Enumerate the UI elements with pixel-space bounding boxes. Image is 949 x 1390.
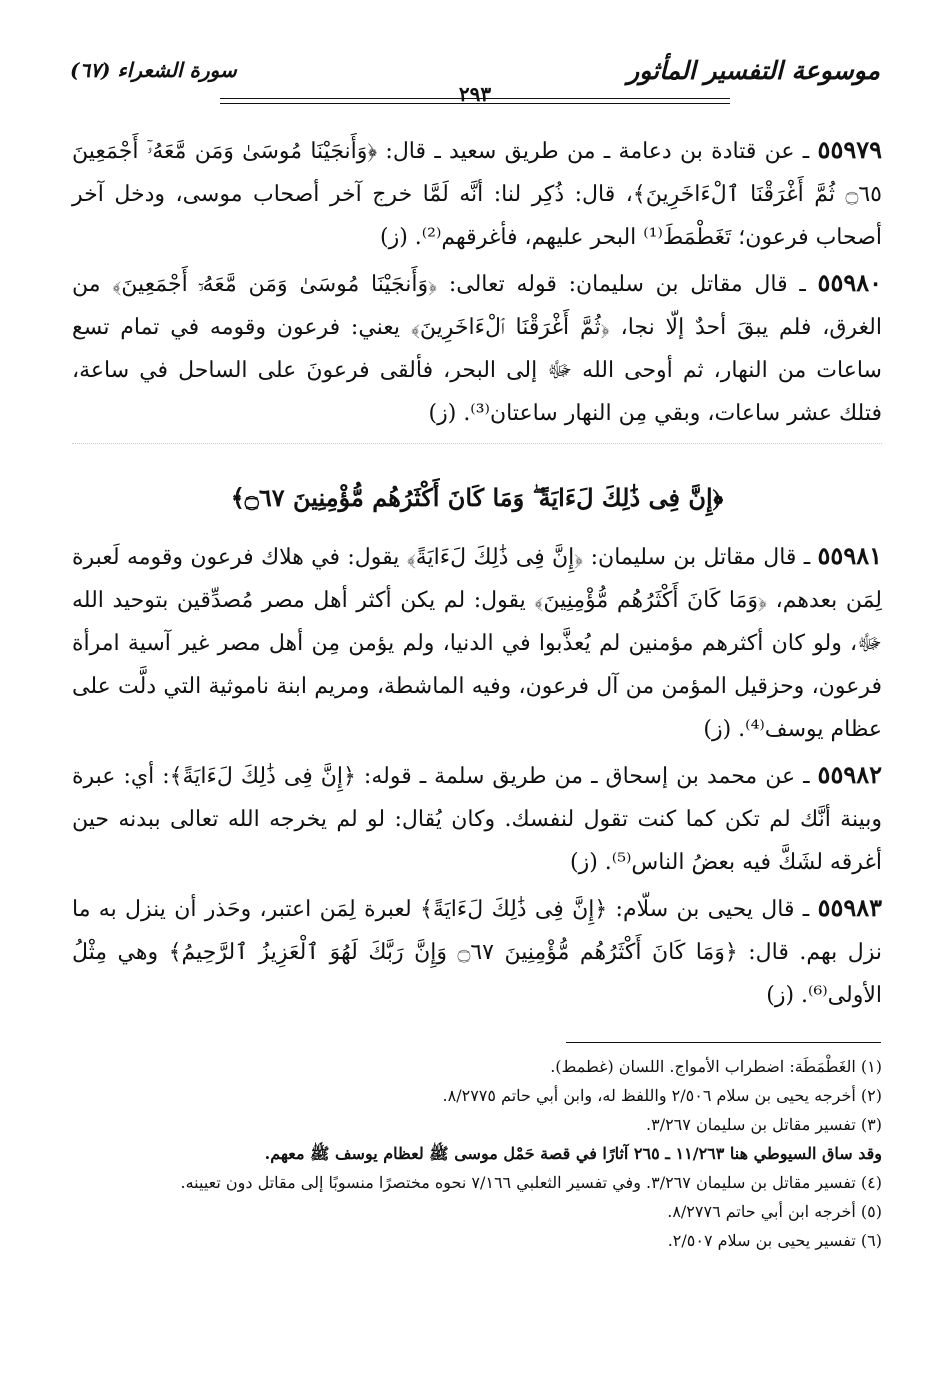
footnote: (٣) تفسير مقاتل بن سليمان ٣/٢٦٧. bbox=[646, 1115, 882, 1134]
footnote: (٦) تفسير يحيى بن سلام ٢/٥٠٧. bbox=[667, 1231, 882, 1250]
footnote: (١) الغَطْمَطَة: اضطراب الأمواج. اللسان (غطمط). bbox=[550, 1057, 882, 1076]
entry-number: ٥٥٩٨٢ bbox=[817, 760, 882, 789]
entry-number: ٥٥٩٨٣ bbox=[817, 893, 883, 922]
quran-verse-heading: ﴿إِنَّ فِى ذَٰلِكَ لَءَايَةً ۖ وَمَا كَانَ أَكْثَرُهُم مُّؤْمِنِينَ ۝٦٧﴾ bbox=[230, 483, 724, 512]
athar-entry bbox=[72, 886, 882, 1017]
athar-entry bbox=[72, 261, 882, 435]
entry-number: ٥٥٩٨١ bbox=[817, 541, 882, 570]
footnote-note: وقد ساق السيوطي هنا ١١/٢٦٣ ـ ٢٦٥ آثارًا في قصة حَمْل موسى ﷺ لعظام يوسف ﷺ معهم. bbox=[264, 1144, 882, 1163]
surah-title: سورة الشعراء (٦٧) bbox=[70, 58, 237, 82]
footnote: (٤) تفسير مقاتل بن سليمان ٣/٢٦٧. وفي تفسير الثعلبي ٧/١٦٦ نحوه مختصرًا منسوبًا إلى مقاتل دون تعيينه. bbox=[180, 1173, 882, 1192]
page-number: ٢٩٣ bbox=[458, 82, 492, 106]
entry-text: ـ عن قتادة بن دعامة ـ من طريق سعيد ـ قال: ﴿وَأَنجَيْنَا مُوسَىٰ وَمَن مَّعَهُۥٓ أَجْمَعِينَ ۝٦٥ ثُمَّ أَغْرَقْنَا ٱلْءَاخَرِينَ﴾، قال: ذُكِر لنا: أنَّه لَمَّا خرج آخر أصحاب موسى، ودخل آخر أصحاب فرعون؛ تَغَطْمَطَ⁽¹⁾ البحر عليهم، فأغرقهم⁽²⁾. (ز) bbox=[72, 139, 882, 250]
athar-entry bbox=[72, 753, 882, 884]
entry-number: ٥٥٩٧٩ bbox=[817, 135, 882, 164]
main-text bbox=[72, 128, 882, 1019]
footnotes bbox=[72, 1052, 882, 1255]
entry-number: ٥٥٩٨٠ bbox=[817, 268, 882, 297]
entry-text: ـ عن محمد بن إسحاق ـ من طريق سلمة ـ قوله: ﴿إِنَّ فِى ذَٰلِكَ لَءَايَةً﴾: أي: عبرة وبينة أنَّك لم تكن كما كنت تقول لنفسك. وكان يُقال: لو لم يخرجه الله تعالى ببدنه حين أغرقه لشَكَّ فيه بعضُ الناس⁽⁵⁾. (ز) bbox=[72, 764, 882, 875]
athar-entry bbox=[72, 128, 882, 259]
footnote: (٥) أخرجه ابن أبي حاتم ٨/٢٧٧٦. bbox=[667, 1202, 882, 1221]
footnote: (٢) أخرجه يحيى بن سلام ٢/٥٠٦ واللفظ له، وابن أبي حاتم ٨/٢٧٧٥. bbox=[442, 1086, 882, 1105]
footnote-separator bbox=[566, 1042, 881, 1043]
entry-text: ـ قال مقاتل بن سليمان: قوله تعالى: ﴿وَأَنجَيْنَا مُوسَىٰ وَمَن مَّعَهُۥٓ أَجْمَعِينَ﴾ من الغرق، فلم يبقَ أحدٌ إلّا نجا، ﴿ثُمَّ أَغْرَقْنَا ٱلْءَاخَرِينَ﴾ يعني: فرعون وقومه في تمام تسع ساعات من النهار، ثم أوحى الله ﷻ إلى البحر، فألقى فرعونَ على الساحل في ساعة، فتلك عشر ساعات، وبقي مِن النهار ساعتان⁽³⁾. (ز) bbox=[72, 272, 882, 426]
entry-text: ـ قال مقاتل بن سليمان: ﴿إِنَّ فِى ذَٰلِكَ لَءَايَةً﴾ يقول: في هلاك فرعون وقومه لَعبرة لِمَن بعدهم، ﴿وَمَا كَانَ أَكْثَرُهُم مُّؤْمِنِينَ﴾ يقول: لم يكن أكثر أهل مصر مُصدِّقين بتوحيد الله ﷻ، ولو كان أكثرهم مؤمنين لم يُعذَّبوا في الدنيا، ولم يؤمن مِن أهل مصر غير آسية امرأة فرعون، وحزقيل المؤمن من آل فرعون، وفيه الماشطة، ومريم ابنة ناموثية التي دلَّت على عظام يوسف⁽⁴⁾. (ز) bbox=[72, 545, 882, 742]
page-header bbox=[70, 52, 880, 110]
athar-entry bbox=[72, 534, 882, 751]
section-divider bbox=[72, 443, 882, 466]
entry-text: ـ قال يحيى بن سلّام: ﴿إِنَّ فِى ذَٰلِكَ لَءَايَةً﴾ لعبرة لِمَن اعتبر، وحَذر أن ينزل به ما نزل بهم. قال: ﴿وَمَا كَانَ أَكْثَرُهُم مُّؤْمِنِينَ ۝٦٧ وَإِنَّ رَبَّكَ لَهُوَ ٱلْعَزِيزُ ٱلرَّحِيمُ﴾ وهي مِثْلُ الأولى⁽⁶⁾. (ز) bbox=[72, 897, 882, 1008]
book-title: موسوعة التفسير المأثور bbox=[627, 56, 880, 85]
